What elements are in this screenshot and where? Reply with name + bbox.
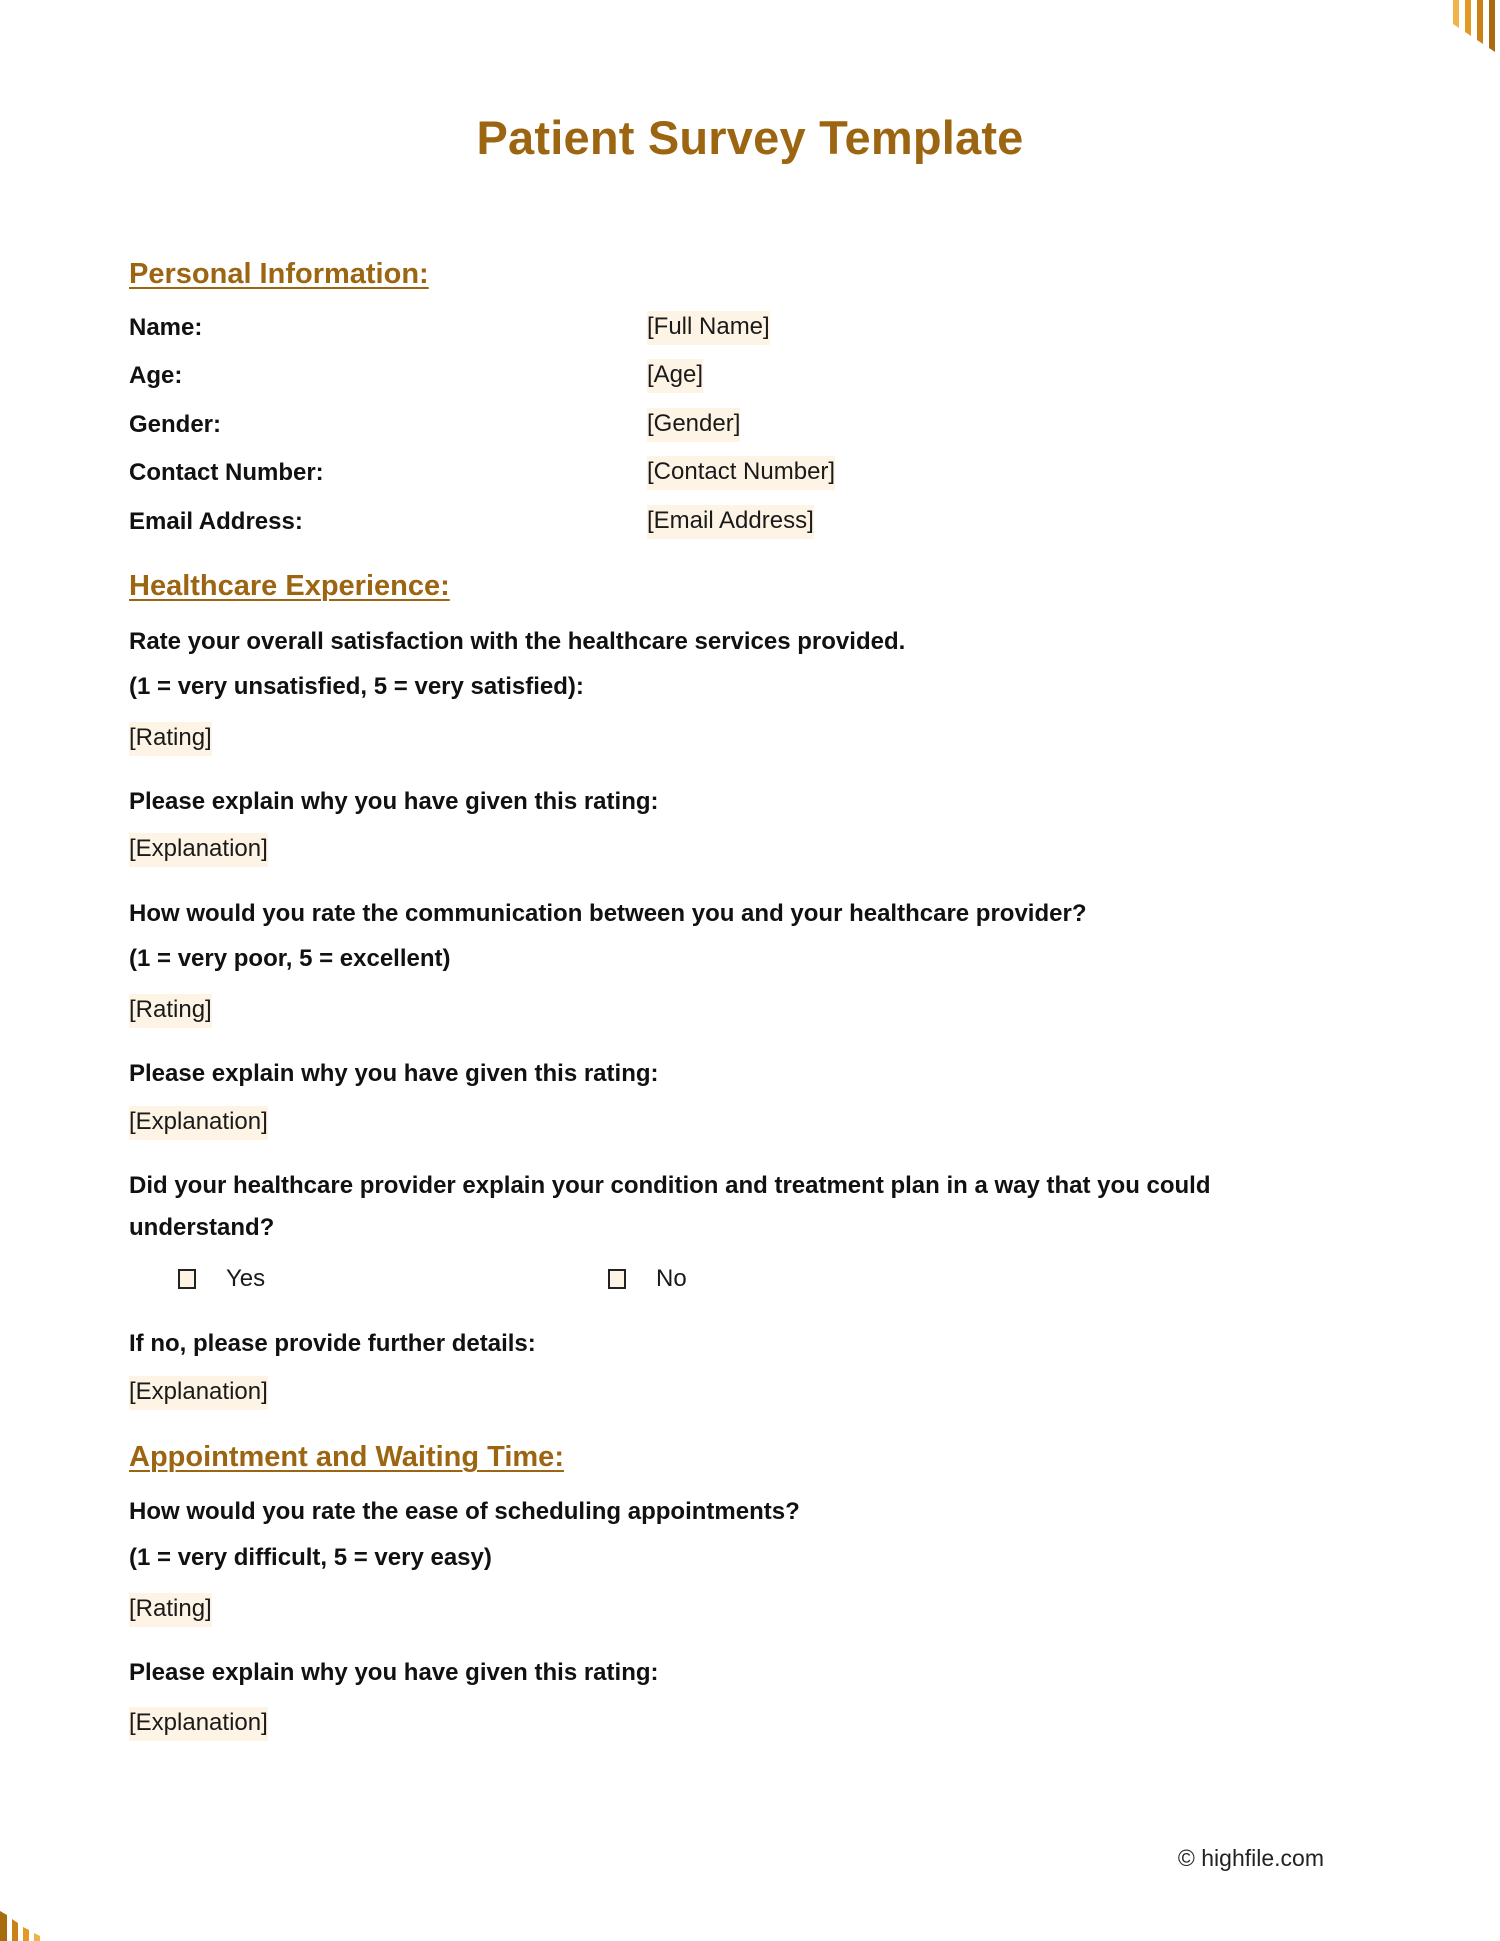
corner-stripes-bottom-left-icon <box>0 1891 45 1941</box>
question-overall-satisfaction-scale: (1 = very unsatisfied, 5 = very satisfied): <box>129 673 584 700</box>
field-scheduling-explanation[interactable]: [Explanation] <box>129 1707 268 1741</box>
field-scheduling-rating[interactable]: [Rating] <box>129 1593 212 1627</box>
label-name: Name: <box>129 314 203 341</box>
section-heading-personal-information: Personal Information: <box>129 258 429 290</box>
prompt-satisfaction-explain: Please explain why you have given this rating: <box>129 788 659 815</box>
field-further-details[interactable]: [Explanation] <box>129 1376 268 1410</box>
question-scheduling-ease: How would you rate the ease of scheduling appointments? <box>129 1498 800 1525</box>
question-overall-satisfaction: Rate your overall satisfaction with the healthcare services provided. <box>129 628 906 655</box>
field-email-address[interactable]: [Email Address] <box>647 505 814 539</box>
question-scheduling-ease-scale: (1 = very difficult, 5 = very easy) <box>129 1544 492 1571</box>
label-age: Age: <box>129 362 183 389</box>
section-heading-appointment-waiting-time: Appointment and Waiting Time: <box>129 1441 564 1473</box>
checkbox-no[interactable] <box>608 1269 626 1289</box>
option-yes-label: Yes <box>226 1265 266 1292</box>
footer-copyright: © highfile.com <box>1177 1845 1324 1871</box>
corner-stripes-top-right-icon <box>1450 0 1500 55</box>
checkbox-yes[interactable] <box>178 1269 196 1289</box>
field-age[interactable]: [Age] <box>647 359 703 393</box>
prompt-scheduling-explain: Please explain why you have given this rating: <box>129 1659 659 1686</box>
field-communication-explanation[interactable]: [Explanation] <box>129 1106 268 1140</box>
section-heading-healthcare-experience: Healthcare Experience: <box>129 570 450 602</box>
prompt-communication-explain: Please explain why you have given this rating: <box>129 1060 659 1087</box>
field-contact-number[interactable]: [Contact Number] <box>647 456 835 490</box>
question-condition-explained: Did your healthcare provider explain your condition and treatment plan in a way that you could understand? <box>129 1172 1211 1241</box>
prompt-further-details: If no, please provide further details: <box>129 1330 536 1357</box>
field-communication-rating[interactable]: [Rating] <box>129 994 212 1028</box>
field-satisfaction-explanation[interactable]: [Explanation] <box>129 833 268 867</box>
label-gender: Gender: <box>129 411 222 438</box>
question-communication-scale: (1 = very poor, 5 = excellent) <box>129 945 451 972</box>
question-communication: How would you rate the communication between you and your healthcare provider? <box>129 900 1087 927</box>
label-contact-number: Contact Number: <box>129 459 324 486</box>
option-no[interactable] <box>608 1265 687 1293</box>
option-no-label: No <box>656 1265 687 1292</box>
label-email-address: Email Address: <box>129 508 303 535</box>
field-full-name[interactable]: [Full Name] <box>647 311 770 345</box>
option-yes[interactable] <box>178 1265 265 1293</box>
field-satisfaction-rating[interactable]: [Rating] <box>129 722 212 756</box>
page-title: Patient Survey Template <box>476 111 1024 164</box>
field-gender[interactable]: [Gender] <box>647 408 740 442</box>
